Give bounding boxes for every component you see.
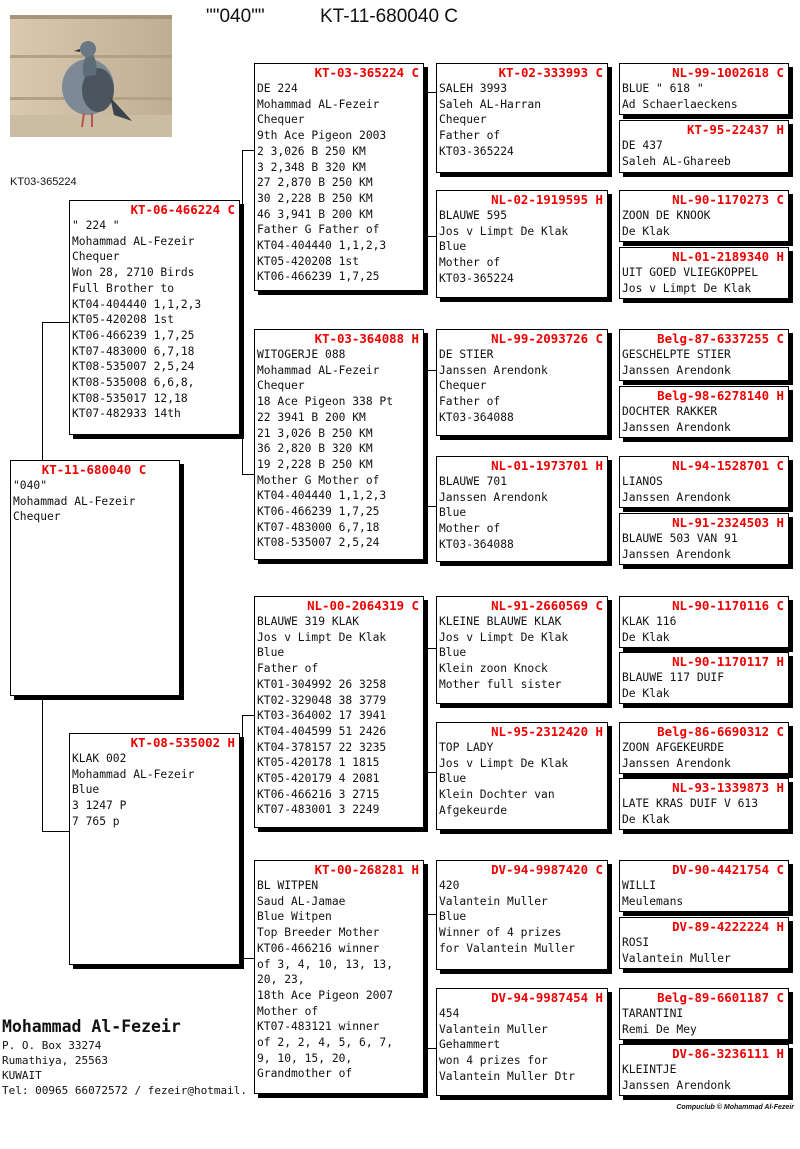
card-line: ZOON DE KNOOK <box>622 209 711 222</box>
ring-number: KT-02-333993 C <box>498 65 603 80</box>
card-line: Klein zoon Knock <box>439 662 548 676</box>
card-line: Saud AL-Jamae <box>257 894 346 908</box>
card-line: KLEINE BLAUWE KLAK <box>439 615 562 628</box>
card-line: Remi De Mey <box>622 1022 697 1036</box>
pedigree-card-gen3-5 <box>436 596 608 704</box>
card-line: Father of <box>257 662 319 676</box>
card-line: Ad Schaerlaeckens <box>622 97 738 111</box>
card-line: Mother of <box>439 522 501 536</box>
connector-line <box>42 698 43 831</box>
card-line: Won 28, 2710 Birds <box>72 266 195 280</box>
card-line: Janssen Arendonk <box>439 490 548 504</box>
card-line: Valantein Muller <box>622 951 731 965</box>
card-line: KT06-466239 1,7,25 <box>72 328 195 342</box>
pedigree-card-gen4-7 <box>619 456 789 508</box>
card-line: Janssen Arendonk <box>439 363 548 377</box>
card-line: 20, 23, <box>257 973 305 987</box>
pedigree-card-gen4-4 <box>619 247 789 299</box>
pedigree-card-gen4-1 <box>619 63 789 115</box>
ring-number: DV-94-9987454 H <box>491 990 603 1005</box>
pedigree-card-gen4-3 <box>619 190 789 242</box>
pedigree-card-gen3-4 <box>436 456 608 562</box>
pigeon-ring-title: KT-11-680040 C <box>320 6 459 27</box>
card-line: Blue <box>439 910 467 924</box>
card-line: Mohammad AL-Fezeir <box>72 767 195 781</box>
connector-line <box>426 648 436 649</box>
pedigree-card-gen4-2 <box>619 120 789 173</box>
card-line: Blue <box>439 646 467 660</box>
card-line: KT04-404440 1,1,2,3 <box>72 297 202 311</box>
card-line: KT08-535008 6,6,8, <box>72 376 195 390</box>
card-line: KT03-365224 <box>439 144 514 158</box>
card-line: 9, 10, 15, 20, <box>257 1051 353 1065</box>
pedigree-card-gen4-15 <box>619 988 789 1040</box>
card-line: of 3, 4, 10, 13, 13, <box>257 957 394 971</box>
connector-line <box>426 236 436 237</box>
card-line: Blue <box>72 783 100 797</box>
pedigree-card-gen4-9 <box>619 596 789 648</box>
card-line: Meulemans <box>622 894 684 908</box>
card-line: Janssen Arendonk <box>622 756 731 770</box>
card-line: Mohammad AL-Fezeir <box>257 97 380 111</box>
card-line: Grandmother of <box>257 1067 353 1081</box>
card-line: KT06-466239 1,7,25 <box>257 270 380 284</box>
card-line: 30 2,228 B 250 KM <box>257 191 373 205</box>
ring-number: Belg-98-6278140 H <box>657 388 784 403</box>
pedigree-card-gen4-12 <box>619 778 789 830</box>
card-line: BLUE " 618 " <box>622 82 704 95</box>
connector-line <box>242 474 254 475</box>
pedigree-card-gen3-3 <box>436 329 608 436</box>
card-line: WILLI <box>622 879 657 892</box>
pedigree-card-main <box>10 460 180 696</box>
connector-line <box>426 648 427 772</box>
card-line: Mother of <box>439 256 501 270</box>
card-line: Jos v Limpt De Klak <box>257 630 387 644</box>
ring-number: KT-95-22437 H <box>687 122 784 137</box>
card-line: 3 2,348 B 320 KM <box>257 160 366 174</box>
card-line: DE 437 <box>622 139 663 152</box>
ring-number: NL-00-2064319 C <box>307 598 419 613</box>
card-line: KLAK 116 <box>622 615 677 628</box>
pedigree-card-gen4-14 <box>619 917 789 969</box>
ring-number: KT-03-364088 H <box>314 331 419 346</box>
card-line: Janssen Arendonk <box>622 420 731 434</box>
connector-line <box>42 831 69 832</box>
card-line: KT03-365224 <box>439 271 514 285</box>
card-line: Janssen Arendonk <box>622 1078 731 1092</box>
ring-number: NL-90-1170117 H <box>672 654 784 669</box>
card-line: "040" <box>13 479 48 492</box>
card-line: LATE KRAS DUIF V 613 <box>622 797 759 810</box>
card-line: DOCHTER RAKKER <box>622 405 718 418</box>
card-line: BLAUWE 319 KLAK <box>257 615 360 628</box>
ring-number: DV-86-3236111 H <box>672 1046 784 1061</box>
card-line: KLEINTJE <box>622 1063 677 1076</box>
pedigree-card-gen4-8 <box>619 513 789 565</box>
card-line: Mother of <box>257 1004 319 1018</box>
ring-number: Belg-86-6690312 C <box>657 724 784 739</box>
card-line: KT04-404440 1,1,2,3 <box>257 489 387 503</box>
card-line: LIANOS <box>622 475 663 488</box>
card-line: Chequer <box>257 113 305 127</box>
card-line: 7 765 p <box>72 814 120 828</box>
connector-line <box>42 322 43 460</box>
pigeon-photo <box>10 15 172 137</box>
card-line: Valantein Muller Dtr <box>439 1069 576 1083</box>
pedigree-card-gen3-1 <box>436 63 608 173</box>
card-line: Chequer <box>13 510 61 524</box>
card-line: 3 1247 P <box>72 799 127 813</box>
owner-contact <box>2 1016 247 1098</box>
card-line: KT04-378157 22 3235 <box>257 740 387 754</box>
pedigree-card-gen3-6 <box>436 722 608 830</box>
card-line: TARANTINI <box>622 1007 684 1020</box>
card-line: 9th Ace Pigeon 2003 <box>257 129 387 143</box>
card-line: Afgekeurde <box>439 803 508 817</box>
ring-number: NL-01-2189340 H <box>672 249 784 264</box>
card-line: KT03-364088 <box>439 410 514 424</box>
card-line: Father of <box>439 395 501 409</box>
owner-address-line: Rumathiya, 25563 <box>2 1054 108 1067</box>
connector-line <box>42 322 69 323</box>
ring-number: NL-95-2312420 H <box>491 724 603 739</box>
connector-line <box>242 958 254 959</box>
pedigree-card-gen4-10 <box>619 652 789 704</box>
card-line: Mohammad AL-Fezeir <box>13 494 136 508</box>
connector-line <box>426 370 436 371</box>
card-line: UIT GOED VLIEGKOPPEL <box>622 266 759 279</box>
card-line: KT07-483121 winner <box>257 1020 380 1034</box>
card-line: TOP LADY <box>439 741 494 754</box>
card-line: KT07-482933 14th <box>72 407 181 421</box>
card-line: " 224 " <box>72 219 120 232</box>
card-line: De Klak <box>622 686 670 700</box>
card-line: BLAUWE 503 VAN 91 <box>622 532 738 545</box>
card-line: of 2, 2, 4, 5, 6, 7, <box>257 1036 394 1050</box>
card-line: Blue <box>257 646 285 660</box>
card-line: KT02-329048 38 3779 <box>257 693 387 707</box>
ring-number: NL-93-1339873 H <box>672 780 784 795</box>
card-line: 27 2,870 B 250 KM <box>257 176 373 190</box>
ring-number: DV-94-9987420 C <box>491 862 603 877</box>
connector-line <box>426 1048 436 1049</box>
card-line: KT05-420208 1st <box>72 313 175 327</box>
card-line: Mother G Mother of <box>257 473 380 487</box>
copyright-footer: Compuclub © Mohammad Al-Fezeir <box>676 1104 794 1111</box>
card-line: KT05-420179 4 2081 <box>257 772 380 786</box>
card-line: Full Brother to <box>72 281 175 295</box>
card-line: Chequer <box>72 250 120 264</box>
ring-number: Belg-89-6601187 C <box>657 990 784 1005</box>
card-line: 2 3,026 B 250 KM <box>257 144 366 158</box>
card-line: De Klak <box>622 812 670 826</box>
card-line: for Valantein Muller <box>439 941 576 955</box>
card-line: BL WITPEN <box>257 879 319 892</box>
card-line: DE STIER <box>439 348 494 361</box>
card-line: KT03-364088 <box>439 537 514 551</box>
card-line: Jos v Limpt De Klak <box>439 224 569 238</box>
connector-line <box>242 150 254 151</box>
card-line: SALEH 3993 <box>439 82 508 95</box>
ring-number: DV-90-4421754 C <box>672 862 784 877</box>
ring-number: NL-90-1170273 C <box>672 192 784 207</box>
card-line: KT08-535007 2,5,24 <box>257 536 380 550</box>
card-line: KT06-466239 1,7,25 <box>257 505 380 519</box>
ring-number: KT-03-365224 C <box>314 65 419 80</box>
ring-number: NL-91-2660569 C <box>491 598 603 613</box>
card-line: Valantein Muller <box>439 894 548 908</box>
pedigree-card-gen4-6 <box>619 386 789 438</box>
card-line: Klein Dochter van <box>439 788 555 802</box>
pedigree-card-dam <box>69 733 240 965</box>
card-line: Gehammert <box>439 1038 501 1052</box>
card-line: KT06-466216 3 2715 <box>257 787 380 801</box>
card-line: 18 Ace Pigeon 338 Pt <box>257 395 394 409</box>
card-line: KT07-483000 6,7,18 <box>257 520 380 534</box>
pigeon-name-title: ""040"" <box>206 6 265 27</box>
owner-address-line: P. O. Box 33274 <box>2 1039 102 1052</box>
connector-line <box>242 715 254 716</box>
card-line: De Klak <box>622 630 670 644</box>
ring-number: NL-90-1170116 C <box>672 598 784 613</box>
card-line: 22 3941 B 200 KM <box>257 410 366 424</box>
card-line: Janssen Arendonk <box>622 363 731 377</box>
card-line: KT04-404440 1,1,2,3 <box>257 239 387 253</box>
card-line: Top Breeder Mother <box>257 926 380 940</box>
card-line: 36 2,820 B 320 KM <box>257 442 373 456</box>
card-line: Mohammad AL-Fezeir <box>72 234 195 248</box>
pedigree-card-gen4-13 <box>619 860 789 912</box>
card-line: Janssen Arendonk <box>622 490 731 504</box>
card-line: KLAK 002 <box>72 752 127 765</box>
card-line: Blue Witpen <box>257 910 332 924</box>
pedigree-card-gen3-2 <box>436 190 608 298</box>
connector-line <box>426 92 436 93</box>
connector-line <box>426 370 427 506</box>
connector-line <box>426 772 436 773</box>
card-line: 18th Ace Pigeon 2007 <box>257 988 394 1002</box>
card-line: ROSI <box>622 936 650 949</box>
card-line: Chequer <box>439 113 487 127</box>
ring-number: DV-89-4222224 H <box>672 919 784 934</box>
card-line: WITOGERJE 088 <box>257 348 346 361</box>
card-line: KT07-483001 3 2249 <box>257 803 380 817</box>
connector-line <box>242 715 243 958</box>
card-line: 454 <box>439 1007 460 1020</box>
card-line: De Klak <box>622 224 670 238</box>
connector-line <box>242 150 243 474</box>
card-line: KT05-420178 1 1815 <box>257 756 380 770</box>
connector-line <box>426 92 427 236</box>
card-line: Valantein Muller <box>439 1022 548 1036</box>
card-line: KT08-535017 12,18 <box>72 391 188 405</box>
connector-line <box>426 914 427 1048</box>
card-line: Chequer <box>439 379 487 393</box>
pedigree-card-sire <box>69 200 240 435</box>
ring-number: NL-01-1973701 H <box>491 458 603 473</box>
owner-phone-email: Tel: 00965 66072572 / fezeir@hotmail. <box>2 1084 248 1097</box>
card-line: DE 224 <box>257 82 298 95</box>
card-line: Mohammad AL-Fezeir <box>257 363 380 377</box>
ring-number: Belg-87-6337255 C <box>657 331 784 346</box>
pedigree-card-gen2-2 <box>254 329 424 560</box>
pedigree-card-gen2-4 <box>254 860 424 1094</box>
card-line: GESCHELPTE STIER <box>622 348 731 361</box>
card-line: ZOON AFGEKEURDE <box>622 741 725 754</box>
card-line: BLAUWE 117 DUIF <box>622 671 725 684</box>
card-line: won 4 prizes for <box>439 1054 548 1068</box>
owner-name: Mohammad Al-Fezeir <box>2 1017 181 1036</box>
owner-address-line: KUWAIT <box>2 1069 42 1082</box>
card-line: KT04-404599 51 2426 <box>257 724 387 738</box>
card-line: Saleh AL-Ghareeb <box>622 154 731 168</box>
ring-number: NL-99-1002618 C <box>672 65 784 80</box>
card-line: Janssen Arendonk <box>622 547 731 561</box>
card-line: Father G Father of <box>257 223 380 237</box>
card-line: KT06-466216 winner <box>257 941 380 955</box>
ring-number: KT-11-680040 C <box>41 462 147 477</box>
card-line: KT08-535007 2,5,24 <box>72 360 195 374</box>
card-line: Chequer <box>257 379 305 393</box>
ring-number: NL-99-2093726 C <box>491 331 603 346</box>
card-line: KT05-420208 1st <box>257 254 360 268</box>
card-line: Jos v Limpt De Klak <box>439 630 569 644</box>
pedigree-card-gen2-1 <box>254 63 424 291</box>
connector-line <box>426 914 436 915</box>
ring-number: NL-94-1528701 C <box>672 458 784 473</box>
card-line: KT01-304992 26 3258 <box>257 677 387 691</box>
ring-number: KT-06-466224 C <box>130 202 235 217</box>
pedigree-card-gen2-3 <box>254 596 424 828</box>
card-line: Winner of 4 prizes <box>439 926 562 940</box>
card-line: KT07-483000 6,7,18 <box>72 344 195 358</box>
connector-line <box>426 506 436 507</box>
card-line: 19 2,228 B 250 KM <box>257 457 373 471</box>
ring-number: KT-08-535002 H <box>130 735 235 750</box>
ring-number: NL-02-1919595 H <box>491 192 603 207</box>
card-line: Jos v Limpt De Klak <box>622 281 752 295</box>
card-line: Mother full sister <box>439 677 562 691</box>
card-line: Jos v Limpt De Klak <box>439 756 569 770</box>
card-line: Saleh AL-Harran <box>439 97 542 111</box>
pedigree-card-gen3-8 <box>436 988 608 1096</box>
card-line: BLAUWE 701 <box>439 475 508 488</box>
card-line: 21 3,026 B 250 KM <box>257 426 373 440</box>
ring-number: NL-91-2324503 H <box>672 515 784 530</box>
pedigree-card-gen4-11 <box>619 722 789 774</box>
card-line: Father of <box>439 129 501 143</box>
card-line: 46 3,941 B 200 KM <box>257 207 373 221</box>
card-line: Blue <box>439 772 467 786</box>
pedigree-card-gen4-16 <box>619 1044 789 1096</box>
side-ring-note: KT03-365224 <box>10 176 77 188</box>
card-line: Blue <box>439 240 467 254</box>
card-line: BLAUWE 595 <box>439 209 508 222</box>
pedigree-card-gen4-5 <box>619 329 789 381</box>
ring-number: KT-00-268281 H <box>314 862 419 877</box>
pedigree-card-gen3-7 <box>436 860 608 970</box>
card-line: Blue <box>439 506 467 520</box>
card-line: KT03-364002 17 3941 <box>257 709 387 723</box>
card-line: 420 <box>439 879 460 892</box>
